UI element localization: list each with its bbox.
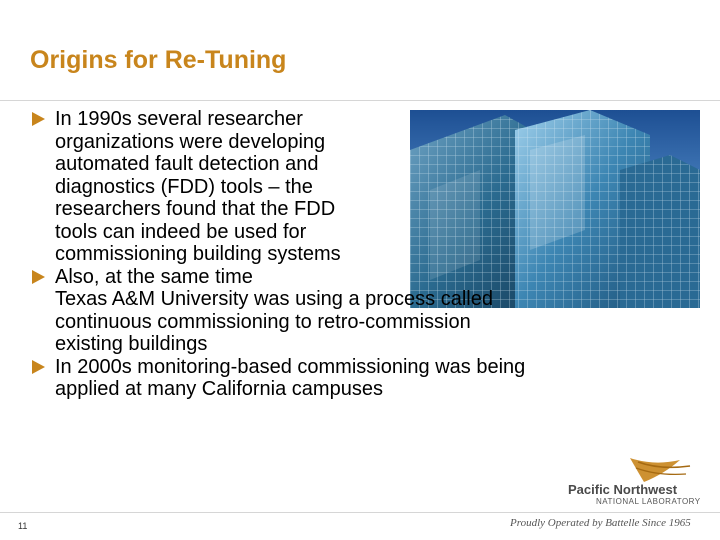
bullet-line: organizations were developing <box>55 130 326 153</box>
bullet-line: automated fault detection and <box>55 153 319 175</box>
bullet-line: diagnostics (FDD) tools – the <box>55 175 313 198</box>
bullet-arrow-icon <box>32 270 45 284</box>
bullet-arrow-icon <box>32 112 45 126</box>
bullet-line: commissioning building systems <box>55 243 341 265</box>
bullet-line: tools can indeed be used for <box>55 220 307 243</box>
footer-divider <box>0 512 720 513</box>
bullet-line: In 2000s monitoring-based commissioning was being <box>55 355 526 378</box>
bullet-line: continuous commissioning to retro-commission <box>55 310 471 333</box>
bullet-line: existing buildings <box>55 333 208 355</box>
slide-number: 11 <box>18 521 28 531</box>
logo-subtitle: NATIONAL LABORATORY <box>596 497 701 506</box>
bullet-list <box>32 108 662 401</box>
bullet-arrow-icon <box>32 360 45 374</box>
title-divider <box>0 100 720 101</box>
slide-title: Origins for Re-Tuning <box>30 46 287 74</box>
bullet-line: Texas A&M University was using a process called <box>55 288 493 310</box>
footer-tagline: Proudly Operated by Battelle Since 1965 <box>510 517 691 529</box>
bullet-line: Also, at the same time <box>55 265 253 288</box>
bullet-item <box>32 356 662 401</box>
bullet-item <box>32 108 662 266</box>
bullet-line: In 1990s several researcher <box>55 108 303 130</box>
logo-name: Pacific Northwest <box>568 482 678 497</box>
bullet-line: applied at many California campuses <box>55 378 383 400</box>
bullet-line: researchers found that the FDD <box>55 198 336 220</box>
bullet-item <box>32 266 662 356</box>
